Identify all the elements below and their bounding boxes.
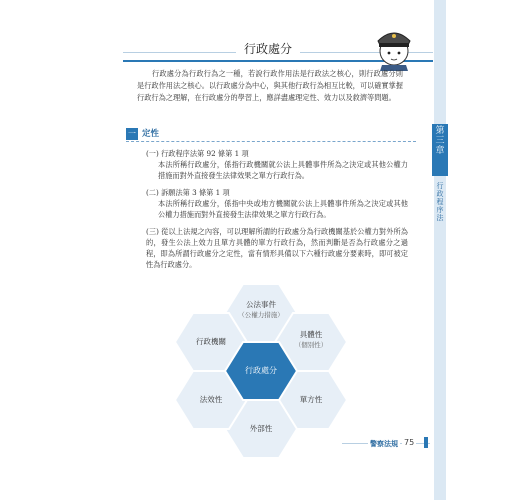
hex-top-text: 公法事件 [246, 300, 276, 309]
section-number: 一 [128, 129, 136, 138]
page-number: 75 [404, 438, 415, 447]
hex-label-top-left: 行政機關 [196, 337, 226, 346]
hex-top-right-text: 具體性 [299, 330, 323, 339]
footer-mark [424, 437, 428, 448]
hex-label-bottom: 外部性 [249, 424, 273, 433]
hex-top-right-subtext: （個別性） [294, 341, 328, 349]
chapter-tab: 第三章 [432, 124, 448, 176]
hex-label-bottom-right: 單方性 [299, 395, 323, 404]
page-title: 行政處分 [236, 40, 300, 57]
item-2-body: 本法所稱行政處分，係指中央或地方機關就公法上具體事件所為之決定或其他公權力措施而對外直接發生法律效果之單方行政行為。 [158, 199, 408, 219]
item-1-body: 本法所稱行政處分，係指行政機關就公法上具體事件所為之決定或其他公權力措施而對外直接發生法律效果之單方行政行為。 [158, 160, 408, 180]
item-1-head: (一) 行政程序法第 92 條第 1 項 [146, 149, 249, 158]
section-title: 定性 [142, 129, 160, 139]
item-2-head: (二) 訴願法第 3 條第 1 項 [146, 188, 230, 197]
chapter-label: 行政程序法 [436, 182, 444, 222]
hex-label-center: 行政處分 [245, 366, 277, 375]
hex-top-subtext: （公權力措施） [238, 311, 284, 319]
hex-label-top-right [281, 330, 341, 350]
footer-brand: 警察法規 [370, 440, 398, 448]
hex-label-bottom-left: 法效性 [199, 395, 223, 404]
hex-label-top [231, 300, 291, 320]
intro-paragraph: 行政處分為行政行為之一種，若說行政作用法是行政法之核心，則行政處分則是行政作用法之核心。以行政處分為中心，與其他行政行為相互比較，可以確實掌握行政行為之理解，在行政處分的學習上，應詳盡處理定性、效力以及救濟等問題。 [137, 69, 403, 102]
item-3-text: (三) 從以上法規之內容，可以理解所謂的行政處分為行政機關基於公權力對外所為的，發生公法上效力且單方具體的單方行政行為，然而判斷是否為行政處分之過程，即為所謂行政處分之定性，當有情形具備以下六種行政處分要素時，即可被定性為行政處分。 [146, 227, 408, 269]
